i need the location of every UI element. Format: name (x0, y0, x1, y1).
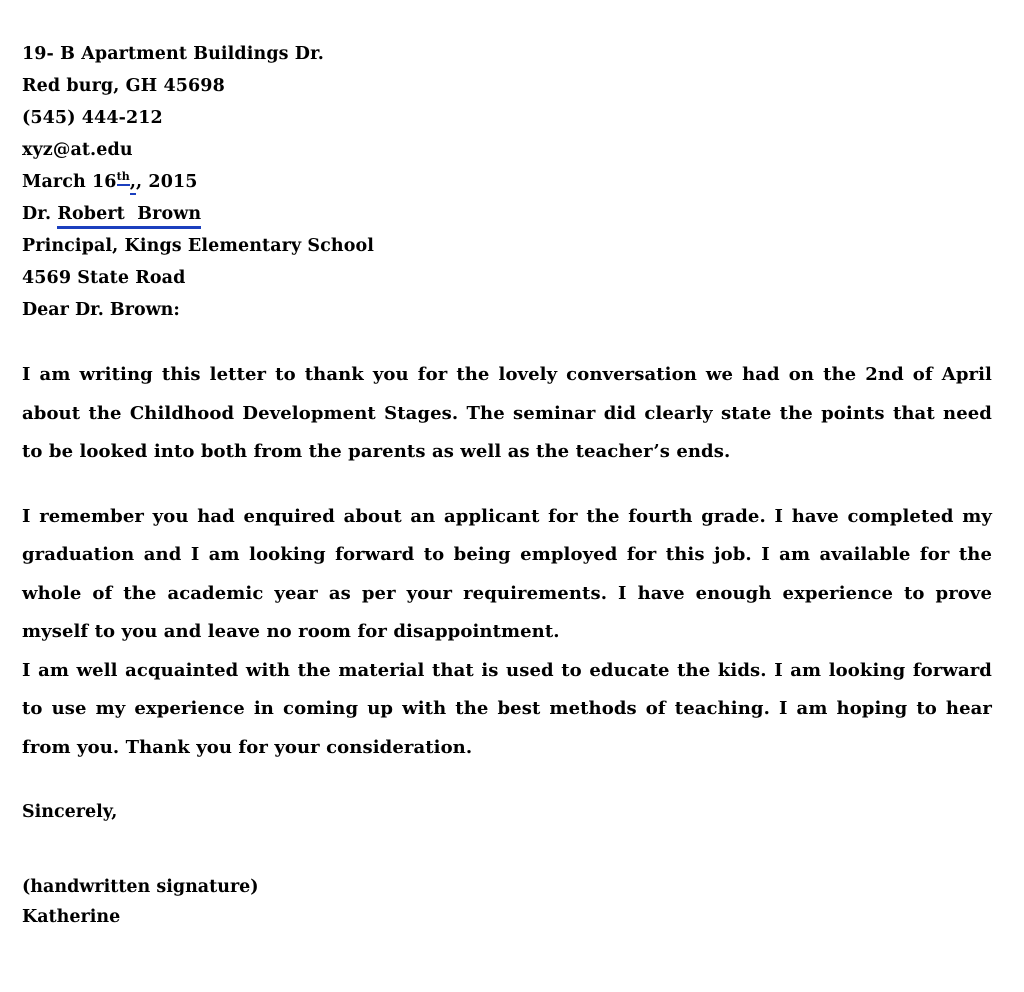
recipient-title: Dr. (22, 204, 58, 224)
sender-city-state-zip-line: Red burg, GH 45698 (22, 76, 225, 96)
date-prefix: March 16 (22, 172, 117, 192)
date-comma: , (130, 172, 136, 195)
recipient-name-line (22, 198, 992, 230)
salutation: Dear Dr. Brown: (22, 300, 180, 320)
letter-body (22, 38, 992, 932)
date-ordinal-suffix: th (117, 170, 130, 186)
recipient-address-line: 4569 State Road (22, 268, 186, 288)
closing-line: Sincerely, (22, 802, 118, 822)
signature-placeholder: (handwritten signature) (22, 876, 259, 897)
date-line (22, 166, 992, 198)
date-year: , 2015 (136, 172, 198, 192)
recipient-position-line: Principal, Kings Elementary School (22, 236, 375, 256)
body-paragraph: I remember you had enquired about an applicant for the fourth grade. I have completed my graduation and I am looking forward to being employed for this job. I am available for the whole of the academic year as per your requirements. I have enough experience to prove myself to you and leave no room for disappointment. (22, 505, 992, 642)
sender-email-line: xyz@at.edu (22, 140, 133, 160)
body-paragraph: I am well acquainted with the material that is used to educate the kids. I am looking forward to use my experience in coming up with the best methods of teaching. I am hoping to hear from you. Thank you for your consideration. (22, 659, 992, 758)
sender-street-line: 19- B Apartment Buildings Dr. (22, 44, 324, 64)
signature-block (22, 872, 992, 932)
signature-name: Katherine (22, 906, 121, 927)
recipient-name: Robert Brown (57, 204, 201, 229)
body-paragraph: I am writing this letter to thank you for the lovely conversation we had on the 2nd of April about the Childhood Development Stages. The seminar did clearly state the points that need to be looked into both from the parents as well as the teacher’s ends. (22, 364, 992, 462)
body-block (22, 356, 992, 932)
sender-address-block (22, 38, 992, 326)
sender-phone-line: (545) 444-212 (22, 108, 163, 128)
